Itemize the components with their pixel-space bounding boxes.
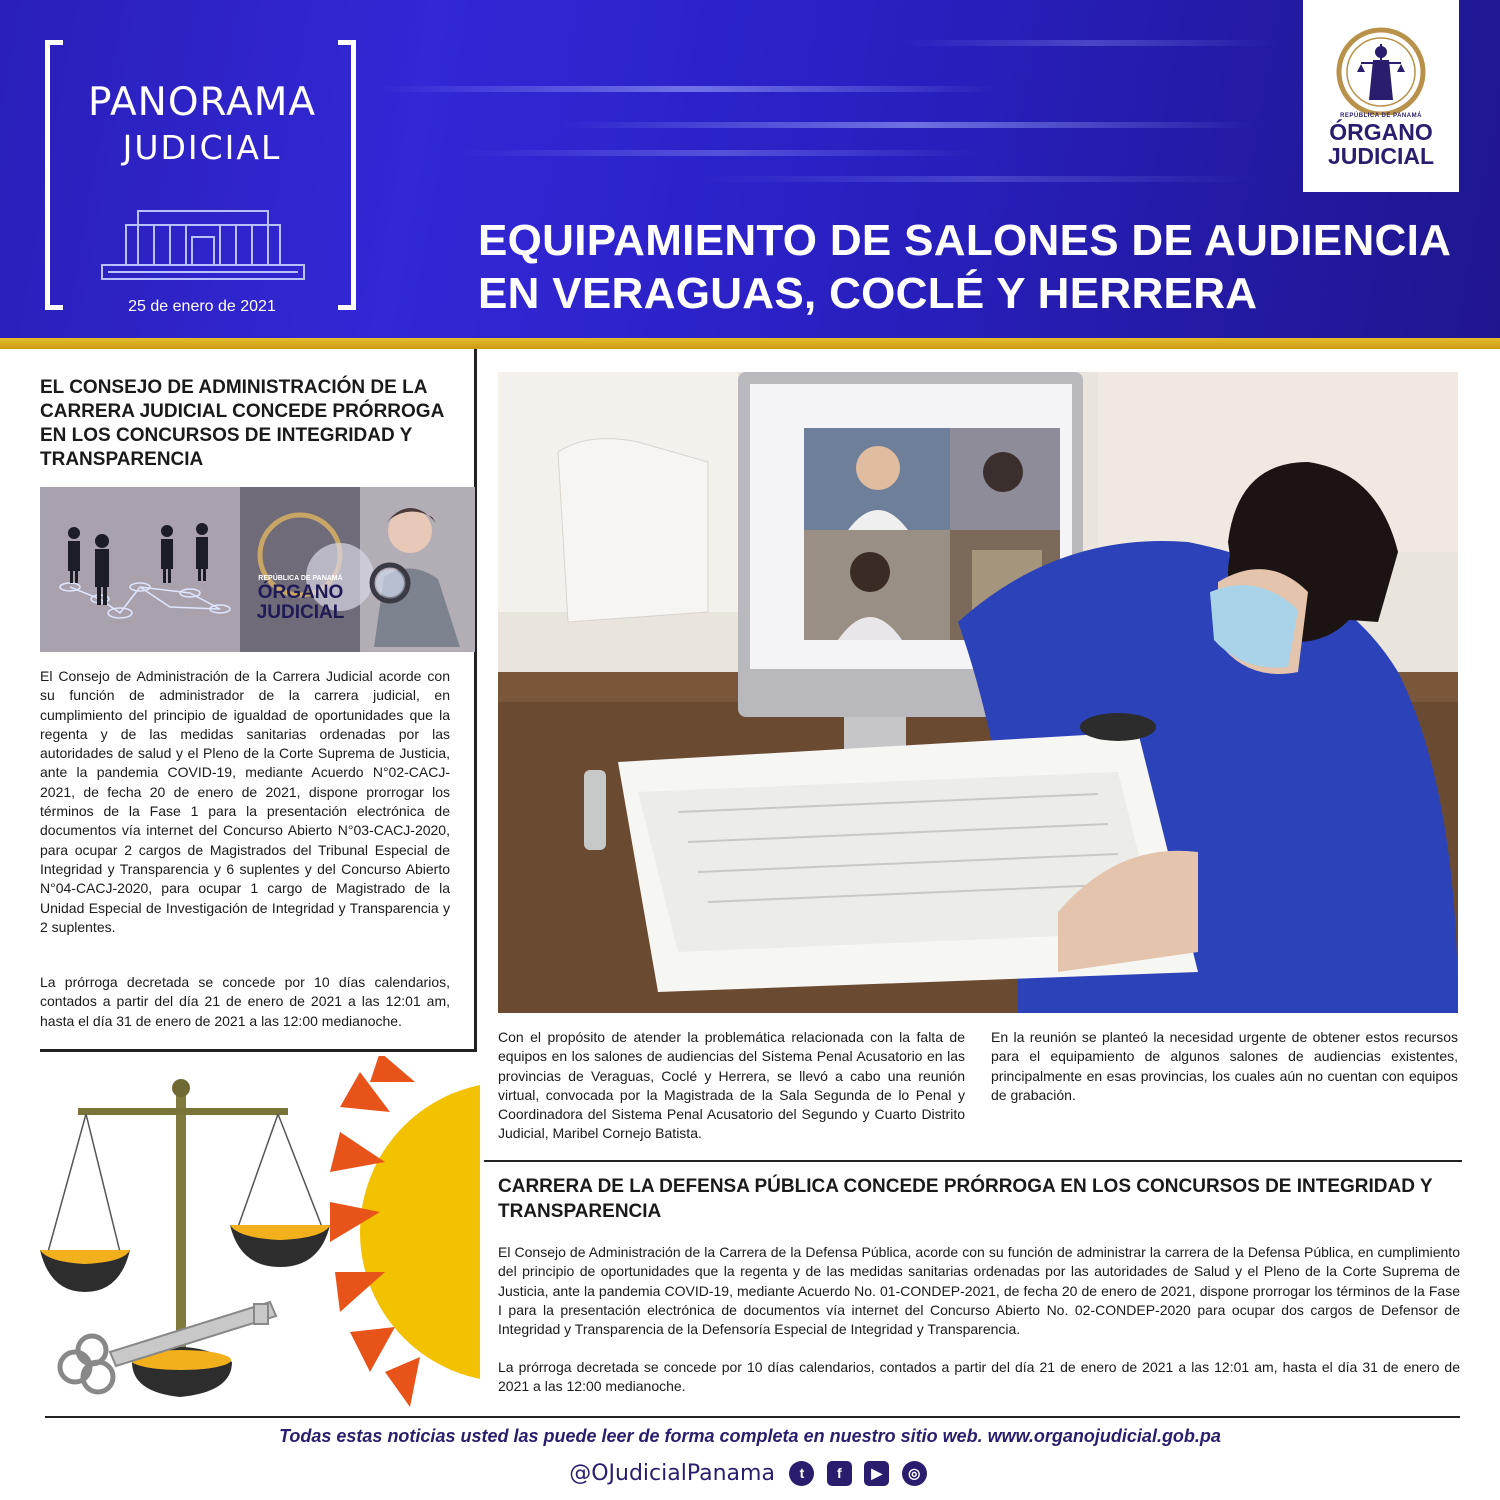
left-article-title: EL CONSEJO DE ADMINISTRACIÓN DE LA CARRERA JUDICIAL CONCEDE PRÓRROGA EN LOS CONCURSOS DE INTEGRIDAD Y TRANSPARENCIA xyxy=(40,377,444,470)
social-handle[interactable]: @OJudicialPanama xyxy=(569,1461,775,1486)
instagram-icon[interactable]: ◎ xyxy=(902,1461,927,1486)
social-bar xyxy=(0,1461,1500,1500)
footer-divider xyxy=(45,1416,1460,1418)
website-note[interactable]: Todas estas noticias usted las puede leer de forma completa en nuestro sitio web. www.organojudicial.gob.pa xyxy=(279,1426,1221,1446)
left-article-body-2: La prórroga decretada se concede por 10 días calendarios, contados a partir del día 21 de enero de 2021 a las 12:01 am, hasta el día 31 de enero de 2021 a las 12:00 medianoche. xyxy=(40,974,450,1029)
headline-line-2: EN VERAGUAS, COCLÉ Y HERRERA xyxy=(478,269,1258,318)
left-column-border xyxy=(474,349,477,1050)
light-streak xyxy=(700,176,1260,182)
section2-body: El Consejo de Administración de la Carrera de la Defensa Pública, acorde con su función de administrar la carrera de la Defensa Pública, en cumplimiento del principio de oportunidades que la regenta y de las medidas sanitarias ordenadas por las autoridades de Salud y el Pleno de la Corte Suprema de Justicia, ante la pandemia COVID-19, mediante Acuerdo No. 01-CONDEP-2021, de fecha 20 de enero de 2021, dispone prorrogar los términos de la Fase I para la presentación electrónica de documentos vía internet del Concurso Abierto No. 02-CONDEP-2020 para ocupar dos cargos de Defensor de Integridad y Transparencia de la Defensoría Especial de Integridad y Transparencia. xyxy=(498,1244,1460,1338)
main-headline xyxy=(478,214,1488,320)
light-streak xyxy=(380,86,1000,92)
youtube-icon[interactable]: ▶ xyxy=(864,1461,889,1486)
issue-date: 25 de enero de 2021 xyxy=(128,298,276,315)
section2-body-2: La prórroga decretada se concede por 10 días calendarios, contados a partir del día 21 de enero de 2021 a las 12:01 am, hasta el día 31 de enero de 2021 a las 12:00 medianoche. xyxy=(498,1359,1460,1395)
brand-subtitle: JUDICIAL xyxy=(122,128,282,167)
article-column-1: Con el propósito de atender la problemática relacionada con la falta de equipos en los salones de audiencias del Sistema Penal Acusatorio en las provincias de Veraguas, Coclé y Herrera, se llevó a cabo una reunión virtual, convocada por la Magistrada de la Sala Segunda de lo Penal y Coordinadora del Sistema Penal Acusatorio del Segundo y Cuarto Distrito Judicial, Maribel Cornejo Batista. xyxy=(498,1029,965,1142)
section2-title: CARRERA DE LA DEFENSA PÚBLICA CONCEDE PRÓRROGA EN LOS CONCURSOS DE INTEGRIDAD Y TRANSPARENCIA xyxy=(498,1176,1433,1222)
section-divider xyxy=(484,1160,1462,1162)
network-people-image xyxy=(40,487,475,652)
meeting-photo xyxy=(498,372,1458,1013)
facebook-icon[interactable]: f xyxy=(827,1461,852,1486)
candidates-illustration xyxy=(40,487,475,652)
gold-divider xyxy=(0,338,1500,349)
justice-seal-icon xyxy=(1303,0,1459,115)
twitter-icon[interactable]: t xyxy=(789,1461,814,1486)
article-column-2: En la reunión se planteó la necesidad urgente de obtener estos recursos para el equipamiento de algunos salones de audiencias existentes, principalmente en esas provincias, los cuales aún no cuentan con equipos de grabación. xyxy=(991,1029,1458,1103)
logo-text-judicial: JUDICIAL xyxy=(1327,143,1435,169)
video-conference-photo xyxy=(498,372,1458,1013)
illus-logo-small: REPÚBLICA DE PANAMÁ xyxy=(258,575,343,582)
header-banner xyxy=(0,0,1500,338)
illus-logo-organo: ÓRGANO xyxy=(257,582,344,603)
illus-logo-judicial: JUDICIAL xyxy=(256,602,345,623)
logo-text-organo: ÓRGANO xyxy=(1329,119,1433,145)
scales-of-justice-icon xyxy=(40,1052,480,1412)
left-article-body: El Consejo de Administración de la Carrera Judicial acorde con su función de administrador de la carrera judicial, en cumplimiento del principio de igualdad de oportunidades que la regenta y de las medidas sanitarias ordenadas por las autoridades de salud y el Pleno de la Corte Suprema de Justicia, ante la pandemia COVID-19, mediante Acuerdo N°02-CACJ-2021, de fecha 20 de enero de 2021, dispone prorrogar los términos de la Fase 1 para la presentación electrónica de documentos vía internet del Concurso Abierto N°03-CACJ-2020, para ocupar 2 cargos de Magistrados del Tribunal Especial de Integridad y Transparencia y 6 suplentes y del Concurso Abierto N°04-CACJ-2020, para ocupar 1 cargo de Magistrado de la Unidad Especial de Investigación de Integridad y Transparencia y 2 suplentes. xyxy=(40,668,450,935)
scales-illustration xyxy=(40,1052,480,1412)
organo-judicial-logo xyxy=(1303,0,1459,192)
logo-country-text: REPÚBLICA DE PANAMÁ xyxy=(1340,113,1422,119)
brand-title: PANORAMA xyxy=(87,80,317,125)
headline-line-1: EQUIPAMIENTO DE SALONES DE AUDIENCIA xyxy=(478,216,1452,265)
light-streak xyxy=(900,40,1280,46)
courthouse-icon xyxy=(98,205,308,283)
light-streak xyxy=(460,150,980,156)
light-streak xyxy=(560,122,1260,128)
